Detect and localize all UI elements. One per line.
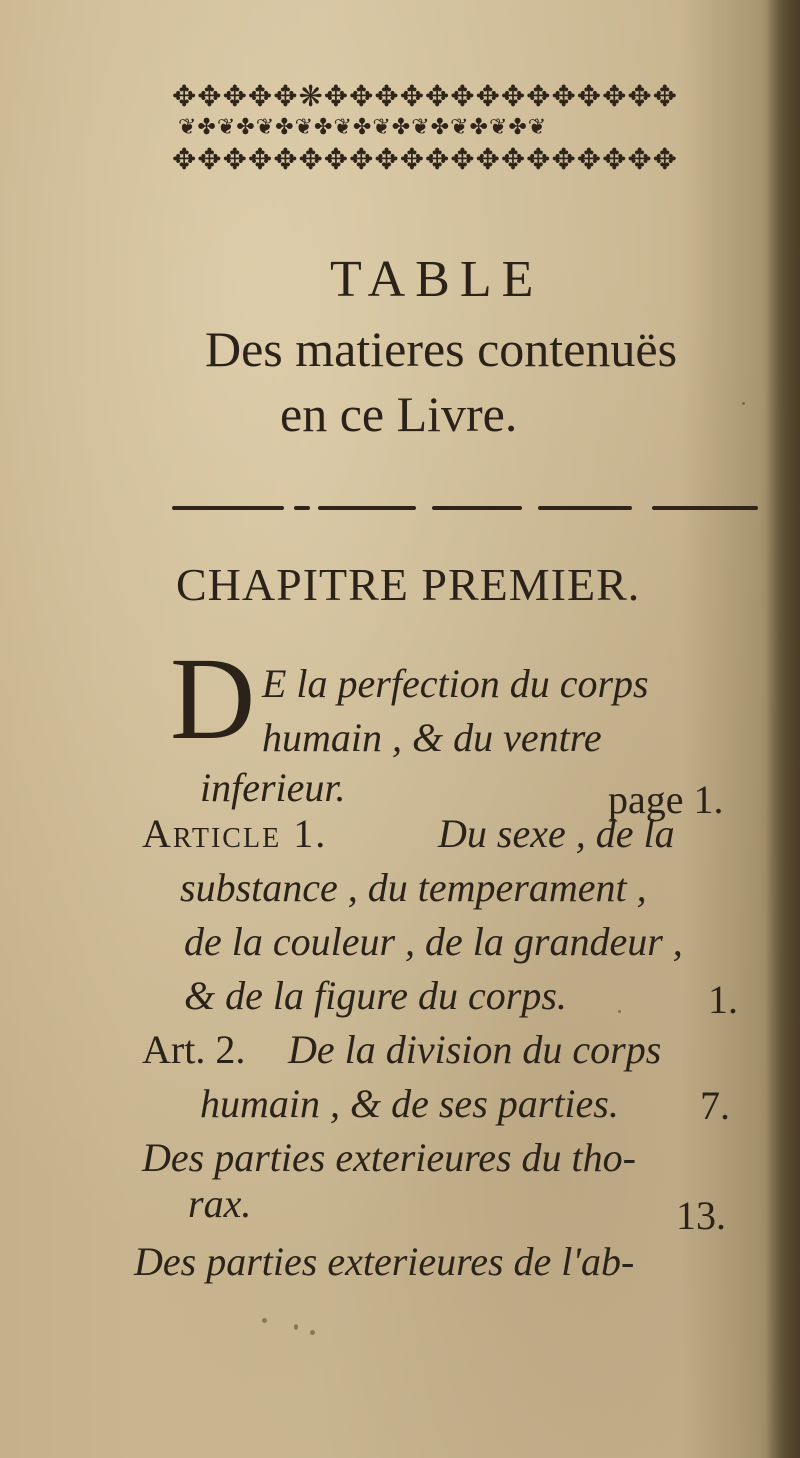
article1-line4: & de la figure du corps. <box>184 973 567 1018</box>
divider-rule-6 <box>652 506 758 510</box>
article2-label: Art. 2. <box>142 1027 246 1072</box>
article2-page-number: 7. <box>700 1083 730 1128</box>
entry1-line1: E la perfection du corps <box>262 661 649 706</box>
paper-speck <box>294 1324 298 1330</box>
page-subtitle-line1: Des matieres contenuës <box>205 321 678 377</box>
article1-line3: de la couleur , de la grandeur , <box>184 919 683 964</box>
ornament-row-middle: ❦✤❦✤❦✤❦✤❦✤❦✤❦✤❦✤❦✤❦ <box>178 115 548 140</box>
chapter-heading: CHAPITRE PREMIER. <box>176 559 641 610</box>
entry3-line2: rax. <box>188 1181 252 1226</box>
entry4-line1: Des parties exterieures de l'ab- <box>134 1239 635 1284</box>
divider-rule-5 <box>538 506 632 510</box>
entry1-page-number: page 1. <box>608 777 724 822</box>
paper-speck <box>742 402 745 405</box>
paper-speck <box>262 1318 267 1323</box>
ornament-row-top: ✥✥✥✥✥❋✥✥✥✥✥✥✥✥✥✥✥✥✥✥ <box>172 79 678 113</box>
page-binding-edge <box>766 0 800 1458</box>
entry3-page-number: 13. <box>676 1193 726 1238</box>
divider-rule-4 <box>432 506 522 510</box>
paper-speck <box>618 1010 621 1013</box>
printer-ornament-band <box>172 78 772 218</box>
paper-speck <box>310 1330 315 1335</box>
divider-rule-1 <box>172 506 284 510</box>
entry1-line3: inferieur. <box>200 765 346 810</box>
drop-cap: D <box>170 633 256 764</box>
article1-label: Article 1. <box>142 811 328 856</box>
ornament-row-bottom: ✥✥✥✥✥✥✥✥✥✥✥✥✥✥✥✥✥✥✥✥ <box>172 142 678 176</box>
article2-line2: humain , & de ses parties. <box>200 1081 619 1126</box>
entry1-line2: humain , & du ventre <box>262 715 602 760</box>
entry3-line1: Des parties exterieures du tho- <box>142 1135 636 1180</box>
article1-page-number: 1. <box>708 977 738 1022</box>
article2-line1: De la division du corps <box>288 1027 662 1072</box>
page-subtitle-line2: en ce Livre. <box>280 386 518 442</box>
article1-line1: Du sexe , de la <box>438 811 675 856</box>
divider-rule-3 <box>318 506 416 510</box>
page-title: TABLE <box>330 251 544 308</box>
article1-line2: substance , du temperament , <box>180 865 647 910</box>
divider-rule-2 <box>294 506 310 510</box>
